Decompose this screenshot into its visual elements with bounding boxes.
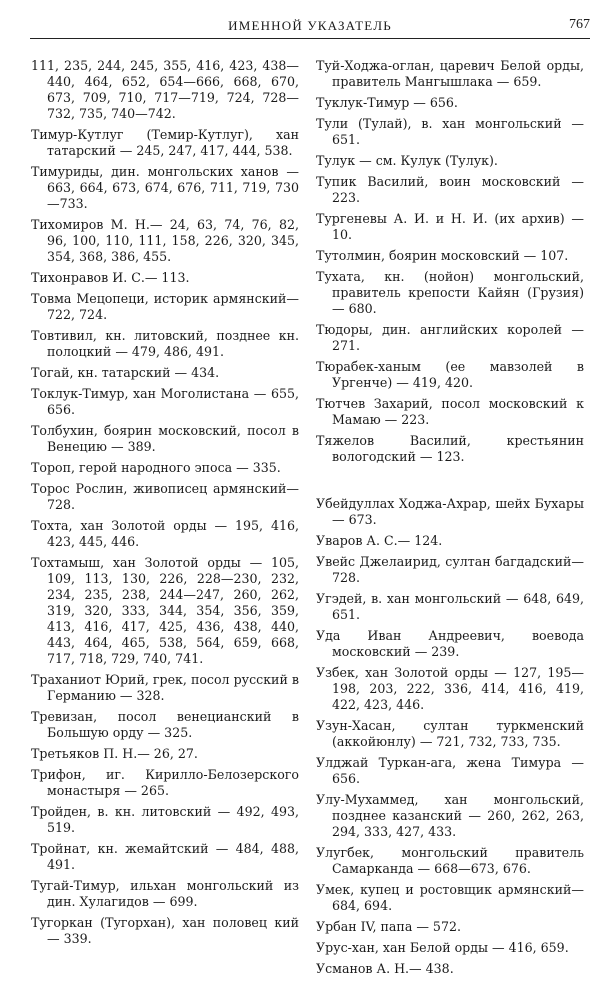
index-entry: Уваров А. С.— 124. [316,533,443,548]
index-entry: Тихонравов И. С.— 113. [31,270,190,285]
index-entry: Тяжелов Василий, крестьянин вологодский — 123. [316,433,584,464]
index-entry: Туклук-Тимур — 656. [316,95,458,110]
index-entry: Урус-хан, хан Белой орды — 416, 659. [316,940,569,955]
page-number: 767 [569,17,590,32]
index-entry: Узбек, хан Золотой орды — 127, 195—198, 203, 222, 336, 414, 416, 419, 422, 423, 446. [316,665,584,712]
index-entry: Узун-Хасан, султан туркменский (аккойюнлу) — 721, 732, 733, 735. [316,718,584,749]
index-entry: Уда Иван Андреевич, воевода московский — 239. [316,628,584,659]
index-entry: Тухата, кн. (нойон) монгольский, правитель крепости Кайян (Грузия) — 680. [316,269,584,316]
running-header [30,14,590,38]
index-entry: Тюрабек-ханым (ее мавзолей в Ургенче) — 419, 420. [316,359,584,390]
index-entry: Улджай Туркан-ага, жена Тимура — 656. [316,755,584,786]
index-entry: Тройнат, кн. жемайтский — 484, 488, 491. [31,841,299,872]
index-entry: Тугай-Тимур, ильхан монгольский из дин. Хулагидов — 699. [31,878,299,909]
section-title: ИМЕННОЙ УКАЗАТЕЛЬ [228,18,392,33]
index-entry: Тимуриды, дин. монгольских ханов — 663, 664, 673, 674, 676, 711, 719, 730—733. [31,164,299,211]
index-entry: Тютчев Захарий, посол московский к Мамаю — 223. [316,396,584,427]
index-entry: Тохта, хан Золотой орды — 195, 416, 423, 445, 446. [31,518,299,549]
index-entry: Усманов А. Н.— 438. [316,961,454,976]
index-entry: Тугоркан (Тугорхан), хан половец кий — 339. [31,915,299,946]
index-entry: Тихомиров М. Н.— 24, 63, 74, 76, 82, 96, 100, 110, 111, 158, 226, 320, 345, 354, 368, 386, 455. [31,217,299,264]
index-entry: Тюдоры, дин. английских королей — 271. [316,322,584,353]
header-rule [30,38,590,39]
index-entry: Тороп, герой народного эпоса — 335. [31,460,281,475]
index-entry: Увейс Джелаирид, султан багдадский— 728. [316,554,584,585]
index-entry: Третьяков П. Н.— 26, 27. [31,746,198,761]
index-entry: Тупик Василий, воин московский — 223. [316,174,584,205]
letter-section-gap [316,470,584,496]
index-entry: Тулук — см. Кулук (Тулук). [316,153,498,168]
index-entry: Туй-Ходжа-оглан, царевич Белой орды, правитель Мангышлака — 659. [316,58,584,89]
index-entry: Толбухин, боярин московский, посол в Венецию — 389. [31,423,299,454]
index-entry: Товтивил, кн. литовский, позднее кн. полоцкий — 479, 486, 491. [31,328,299,359]
index-entry: Торос Рослин, живописец армянский— 728. [31,481,299,512]
index-entry: Товма Мецопеци, историк армянский— 722, 724. [31,291,299,322]
index-entry: Тутолмин, боярин московский — 107. [316,248,569,263]
index-entry: Урбан IV, папа — 572. [316,919,461,934]
left-column [31,58,299,952]
right-column [316,58,584,982]
index-entry: Тревизан, посол венецианский в Большую орду — 325. [31,709,299,740]
letter-u-group [316,496,584,977]
index-entry: Тройден, в. кн. литовский — 492, 493, 519. [31,804,299,835]
index-entry: Тохтамыш, хан Золотой орды — 105, 109, 113, 130, 226, 228—230, 232, 234, 235, 238, 244—247, 260, 262, 319, 320, 333, 344, 354, 356, 359, 413, 416, 417, 425, 436, 438, 440, 443, 464, 465, 538, 564, 659, 668, 717, 718, 729, 740, 741. [31,555,299,666]
index-entry: Тули (Тулай), в. хан монгольский — 651. [316,116,584,147]
index-entry: Тогай, кн. татарский — 434. [31,365,220,380]
index-entry: Улу-Мухаммед, хан монгольский, позднее казанский — 260, 262, 263, 294, 333, 427, 433. [316,792,584,839]
index-entry: Трифон, иг. Кирилло-Белозерского монастыря — 265. [31,767,299,798]
index-entry: Улугбек, монгольский правитель Самарканда — 668—673, 676. [316,845,584,876]
index-entry: Угэдей, в. хан монгольский — 648, 649, 651. [316,591,584,622]
letter-t-group [316,58,584,465]
index-entry: Убейдуллах Ходжа-Ахрар, шейх Бухары — 673. [316,496,584,527]
index-entry: Умек, купец и ростовщик армянский— 684, 694. [316,882,584,913]
index-entry: 111, 235, 244, 245, 355, 416, 423, 438—440, 464, 652, 654—666, 668, 670, 673, 709, 710, 717—719, 724, 728—732, 735, 740—742. [31,58,299,121]
index-entry: Тургеневы А. И. и Н. И. (их архив) — 10. [316,211,584,242]
index-entry: Тимур-Кутлуг (Темир-Кутлуг), хан татарский — 245, 247, 417, 444, 538. [31,127,299,158]
index-entry: Траханиот Юрий, грек, посол русский в Германию — 328. [31,672,299,703]
index-entry: Токлук-Тимур, хан Моголистана — 655, 656. [31,386,299,417]
